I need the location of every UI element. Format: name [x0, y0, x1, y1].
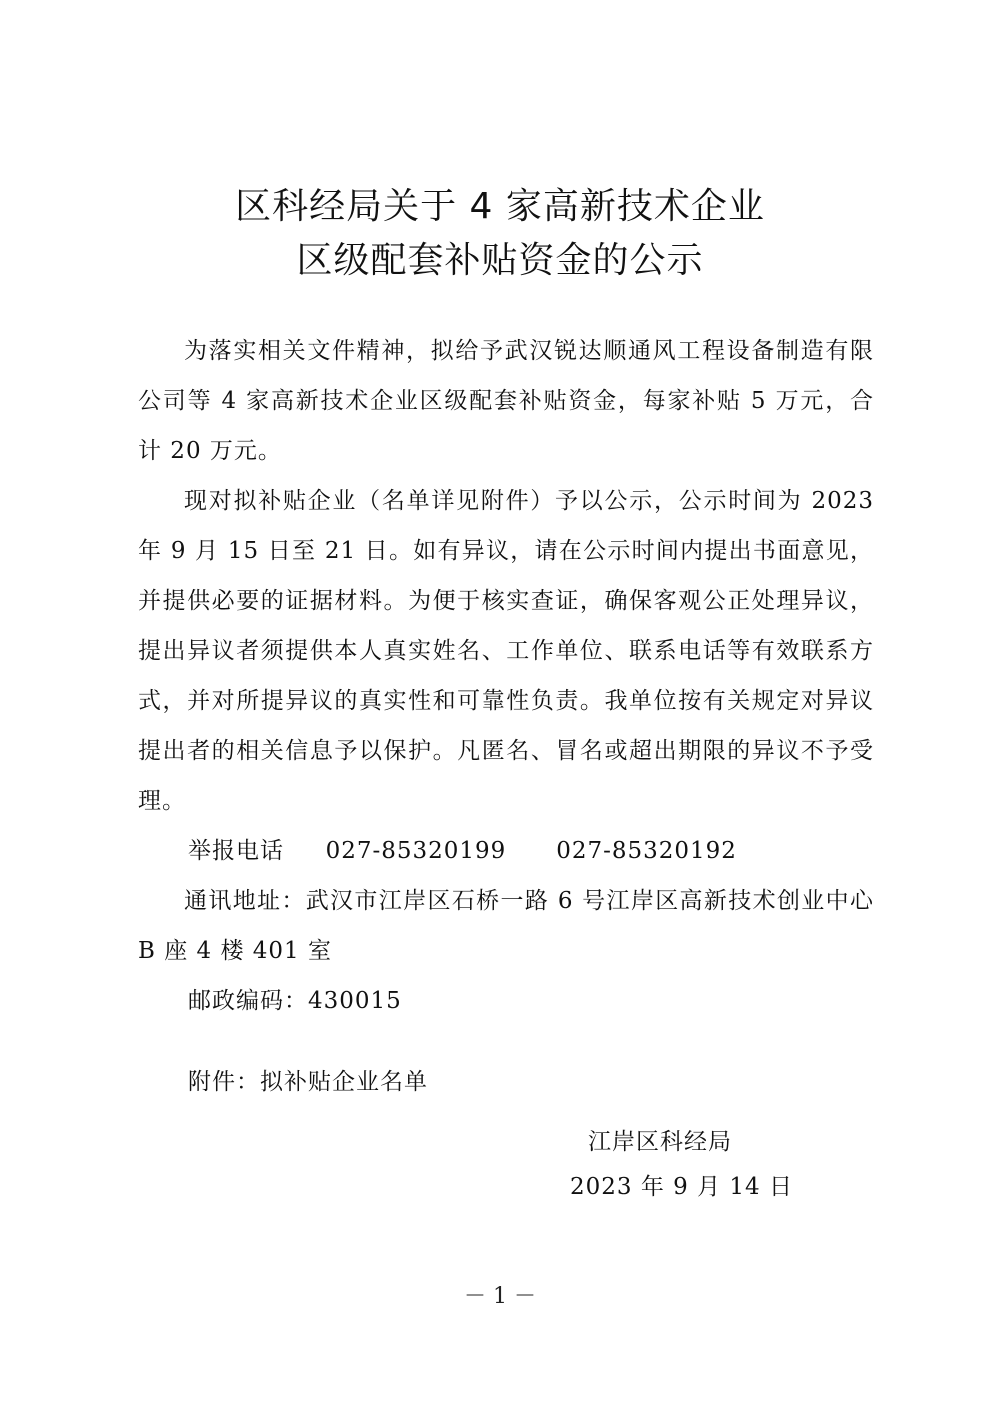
postal-code: 邮政编码：430015: [188, 988, 402, 1014]
document-title-line-2: 区级配套补贴资金的公示: [296, 240, 704, 281]
paragraph-objection: 现对拟补贴企业（名单详见附件）予以公示，公示时间为 2023 年 9 月 15 日至 21 日。如有异议，请在公示时间内提出书面意见，并提供必要的证据材料。为便于核实查证，确保客观公正处理异议，提出异议者须提供本人真实姓名、工作单位、联系电话等有效联系方式，并对所提异议的真实性和可靠性负责。我单位按有关规定对异议提出者的相关信息予以保护。凡匿名、冒名或超出期限的异议不予受理。: [138, 488, 874, 814]
report-phone-1: 027-85320199: [325, 838, 507, 864]
report-phone-label: 举报电话: [188, 838, 284, 864]
document-title-line-1: 区科经局关于 4 家高新技术企业: [235, 186, 765, 227]
signature-organization: 江岸区科经局: [588, 1129, 732, 1155]
mailing-address: 通讯地址：武汉市江岸区石桥一路 6 号江岸区高新技术创业中心 B 座 4 楼 401 室: [138, 888, 874, 964]
document-body: [138, 326, 874, 1026]
signature-date: 2023 年 9 月 14 日: [570, 1174, 793, 1200]
paragraph-funding: 为落实相关文件精神，拟给予武汉锐达顺通风工程设备制造有限公司等 4 家高新技术企业区级配套补贴资金，每家补贴 5 万元，合计 20 万元。: [138, 338, 874, 464]
report-phone-line: [138, 826, 874, 876]
page-number: － 1 －: [464, 1284, 536, 1309]
report-phone-2: 027-85320192: [556, 838, 737, 864]
attachment-note: 附件：拟补贴企业名单: [188, 1069, 428, 1095]
